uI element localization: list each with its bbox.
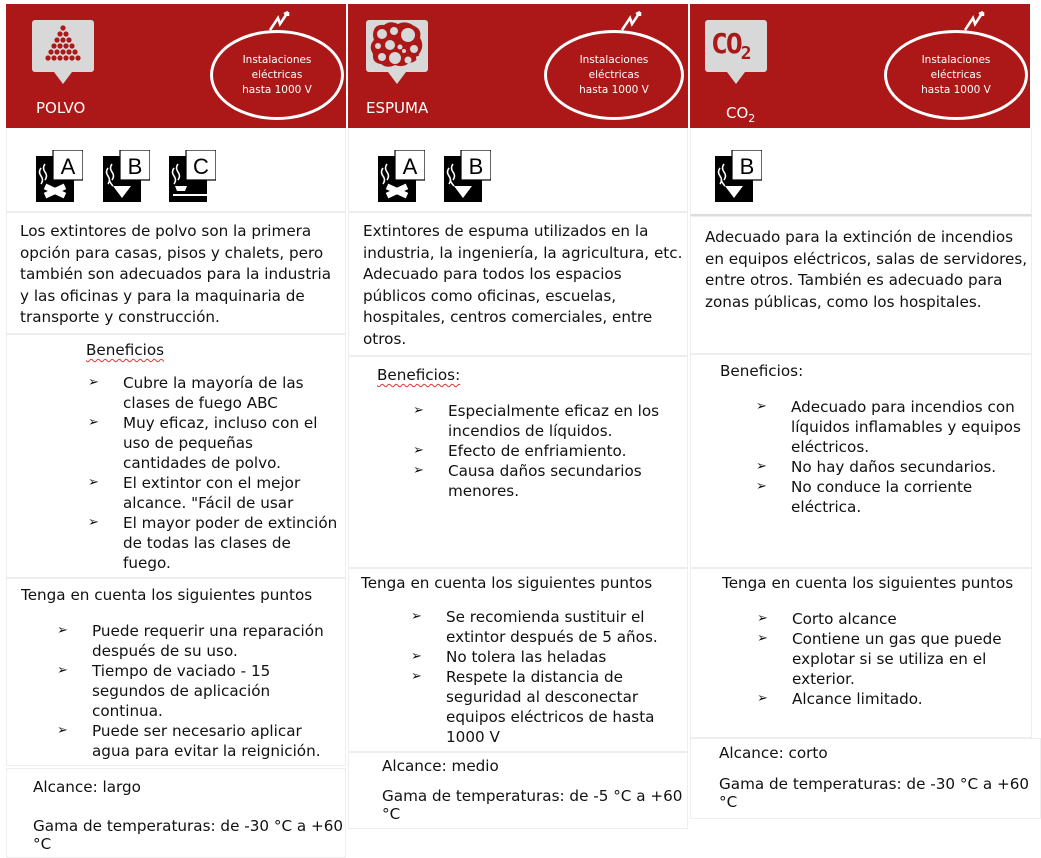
svg-text:B: B <box>468 154 484 179</box>
co2-icon-subscript: 2 <box>740 43 750 64</box>
type-name-co2 <box>726 104 755 125</box>
badge-line: Instalaciones <box>579 53 649 66</box>
fire-class-b-icon <box>715 150 762 202</box>
description-text: Adecuado para la extinción de incendios en equipos eléctricos, salas de servidores, entre otros. También es adecuado para zonas públicas, como los hospitales. <box>705 228 1028 311</box>
list-item: ➢ No conduce la corriente eléctrica. <box>756 477 1028 517</box>
benefits-list <box>756 397 1028 517</box>
specs-co2 <box>690 738 1041 819</box>
badge-line: eléctricas <box>251 68 303 81</box>
list-item: ➢ Alcance limitado. <box>757 689 1029 709</box>
type-name-text: CO <box>726 104 749 122</box>
electrical-installations-badge <box>210 30 344 120</box>
notes-heading: Tenga en cuenta los siguientes puntos <box>21 586 313 604</box>
temperature-text: Gama de temperaturas: de -5 °C a +60 °C <box>382 787 683 823</box>
list-item: ➢ Especialmente eficaz en los incendios de líquidos. <box>413 401 683 441</box>
benefits-list <box>413 401 683 501</box>
benefits-list <box>88 373 340 573</box>
list-item: ➢ No hay daños secundarios. <box>756 457 1028 477</box>
fire-class-a-icon <box>378 150 425 202</box>
type-name-espuma: ESPUMA <box>366 99 429 117</box>
badge-line: hasta 1000 V <box>579 83 649 96</box>
specs-polvo <box>6 768 346 858</box>
fire-class-a-icon <box>36 150 83 202</box>
notes-list <box>411 607 685 747</box>
list-item: ➢ Causa daños secundarios menores. <box>413 461 683 501</box>
badge-line: hasta 1000 V <box>921 83 991 96</box>
list-item: ➢ Se recomienda sustituir el extintor después de 5 años. <box>411 607 685 647</box>
list-item: ➢ Respete la distancia de seguridad al desconectar equipos eléctricos de hasta 1000 V <box>411 667 685 747</box>
svg-text:B: B <box>739 154 755 179</box>
range-text: Alcance: medio <box>382 757 499 775</box>
powder-pyramid-icon <box>32 20 94 72</box>
list-item: ➢ No tolera las heladas <box>411 647 685 667</box>
foam-bubbles-icon <box>366 20 428 72</box>
notes-list <box>57 621 343 761</box>
fire-class-b-icon <box>103 150 150 202</box>
description-co2 <box>690 216 1032 354</box>
description-text: Los extintores de polvo son la primera opción para casas, pisos y chalets, pero también son adecuados para la industria y las oficinas y para la maquinaria de transporte y construcción. <box>20 222 332 327</box>
list-item: ➢ Cubre la mayoría de las clases de fuego ABC <box>88 373 340 413</box>
notes-espuma <box>348 568 688 752</box>
co2-icon <box>705 20 767 72</box>
list-item: ➢ El extintor con el mejor alcance. "Fácil de usar <box>88 473 340 513</box>
benefits-heading: Beneficios: <box>377 366 461 384</box>
badge-line: Instalaciones <box>242 53 312 66</box>
electrical-installations-badge <box>884 30 1028 120</box>
notes-heading: Tenga en cuenta los siguientes puntos <box>722 574 1014 592</box>
badge-line: hasta 1000 V <box>242 83 312 96</box>
list-item: ➢ Adecuado para incendios con líquidos inflamables y equipos eléctricos. <box>756 397 1028 457</box>
list-item: ➢ Muy eficaz, incluso con el uso de pequeñas cantidades de polvo. <box>88 413 340 473</box>
electrical-installations-badge <box>544 30 684 120</box>
list-item: ➢ Puede ser necesario aplicar agua para evitar la reignición. <box>57 721 343 761</box>
badge-line: eléctricas <box>588 68 640 81</box>
badge-line: Instalaciones <box>921 53 991 66</box>
notes-heading: Tenga en cuenta los siguientes puntos <box>361 574 653 592</box>
svg-text:A: A <box>402 154 418 179</box>
svg-text:B: B <box>127 154 143 179</box>
type-name-polvo: POLVO <box>36 99 86 117</box>
svg-text:C: C <box>193 154 209 179</box>
fire-class-b-icon <box>444 150 491 202</box>
type-name-subscript: 2 <box>748 112 756 125</box>
range-text: Alcance: largo <box>33 778 141 796</box>
fire-class-c-icon <box>169 150 216 202</box>
benefits-polvo <box>6 334 346 578</box>
benefits-heading: Beneficios: <box>720 362 804 380</box>
list-item: ➢ Contiene un gas que puede explotar si se utiliza en el exterior. <box>757 629 1029 689</box>
description-espuma <box>348 212 688 356</box>
badge-line: eléctricas <box>930 68 982 81</box>
benefits-heading: Beneficios <box>86 341 165 359</box>
co2-icon-text: CO <box>711 27 741 60</box>
benefits-co2 <box>690 354 1032 568</box>
benefits-espuma <box>348 356 688 568</box>
list-item: ➢ Tiempo de vaciado - 15 segundos de aplicación continua. <box>57 661 343 721</box>
temperature-text: Gama de temperaturas: de -30 °C a +60 °C <box>719 775 1030 811</box>
specs-espuma <box>348 752 688 829</box>
temperature-text: Gama de temperaturas: de -30 °C a +60 °C <box>33 817 344 853</box>
list-item: ➢ El mayor poder de extinción de todas las clases de fuego. <box>88 513 340 573</box>
svg-text:A: A <box>60 154 76 179</box>
list-item: ➢ Efecto de enfriamiento. <box>413 441 683 461</box>
notes-list <box>757 609 1029 709</box>
description-text: Extintores de espuma utilizados en la industria, la ingeniería, la agricultura, etc. Adecuado para todos los espacios públicos como oficinas, escuelas, hospitales, centros comerciales, entre otros. <box>363 222 683 348</box>
range-text: Alcance: corto <box>719 744 828 762</box>
notes-polvo <box>6 578 346 766</box>
list-item: ➢ Corto alcance <box>757 609 1029 629</box>
description-polvo <box>6 212 346 334</box>
notes-co2 <box>690 568 1032 738</box>
list-item: ➢ Puede requerir una reparación después de su uso. <box>57 621 343 661</box>
